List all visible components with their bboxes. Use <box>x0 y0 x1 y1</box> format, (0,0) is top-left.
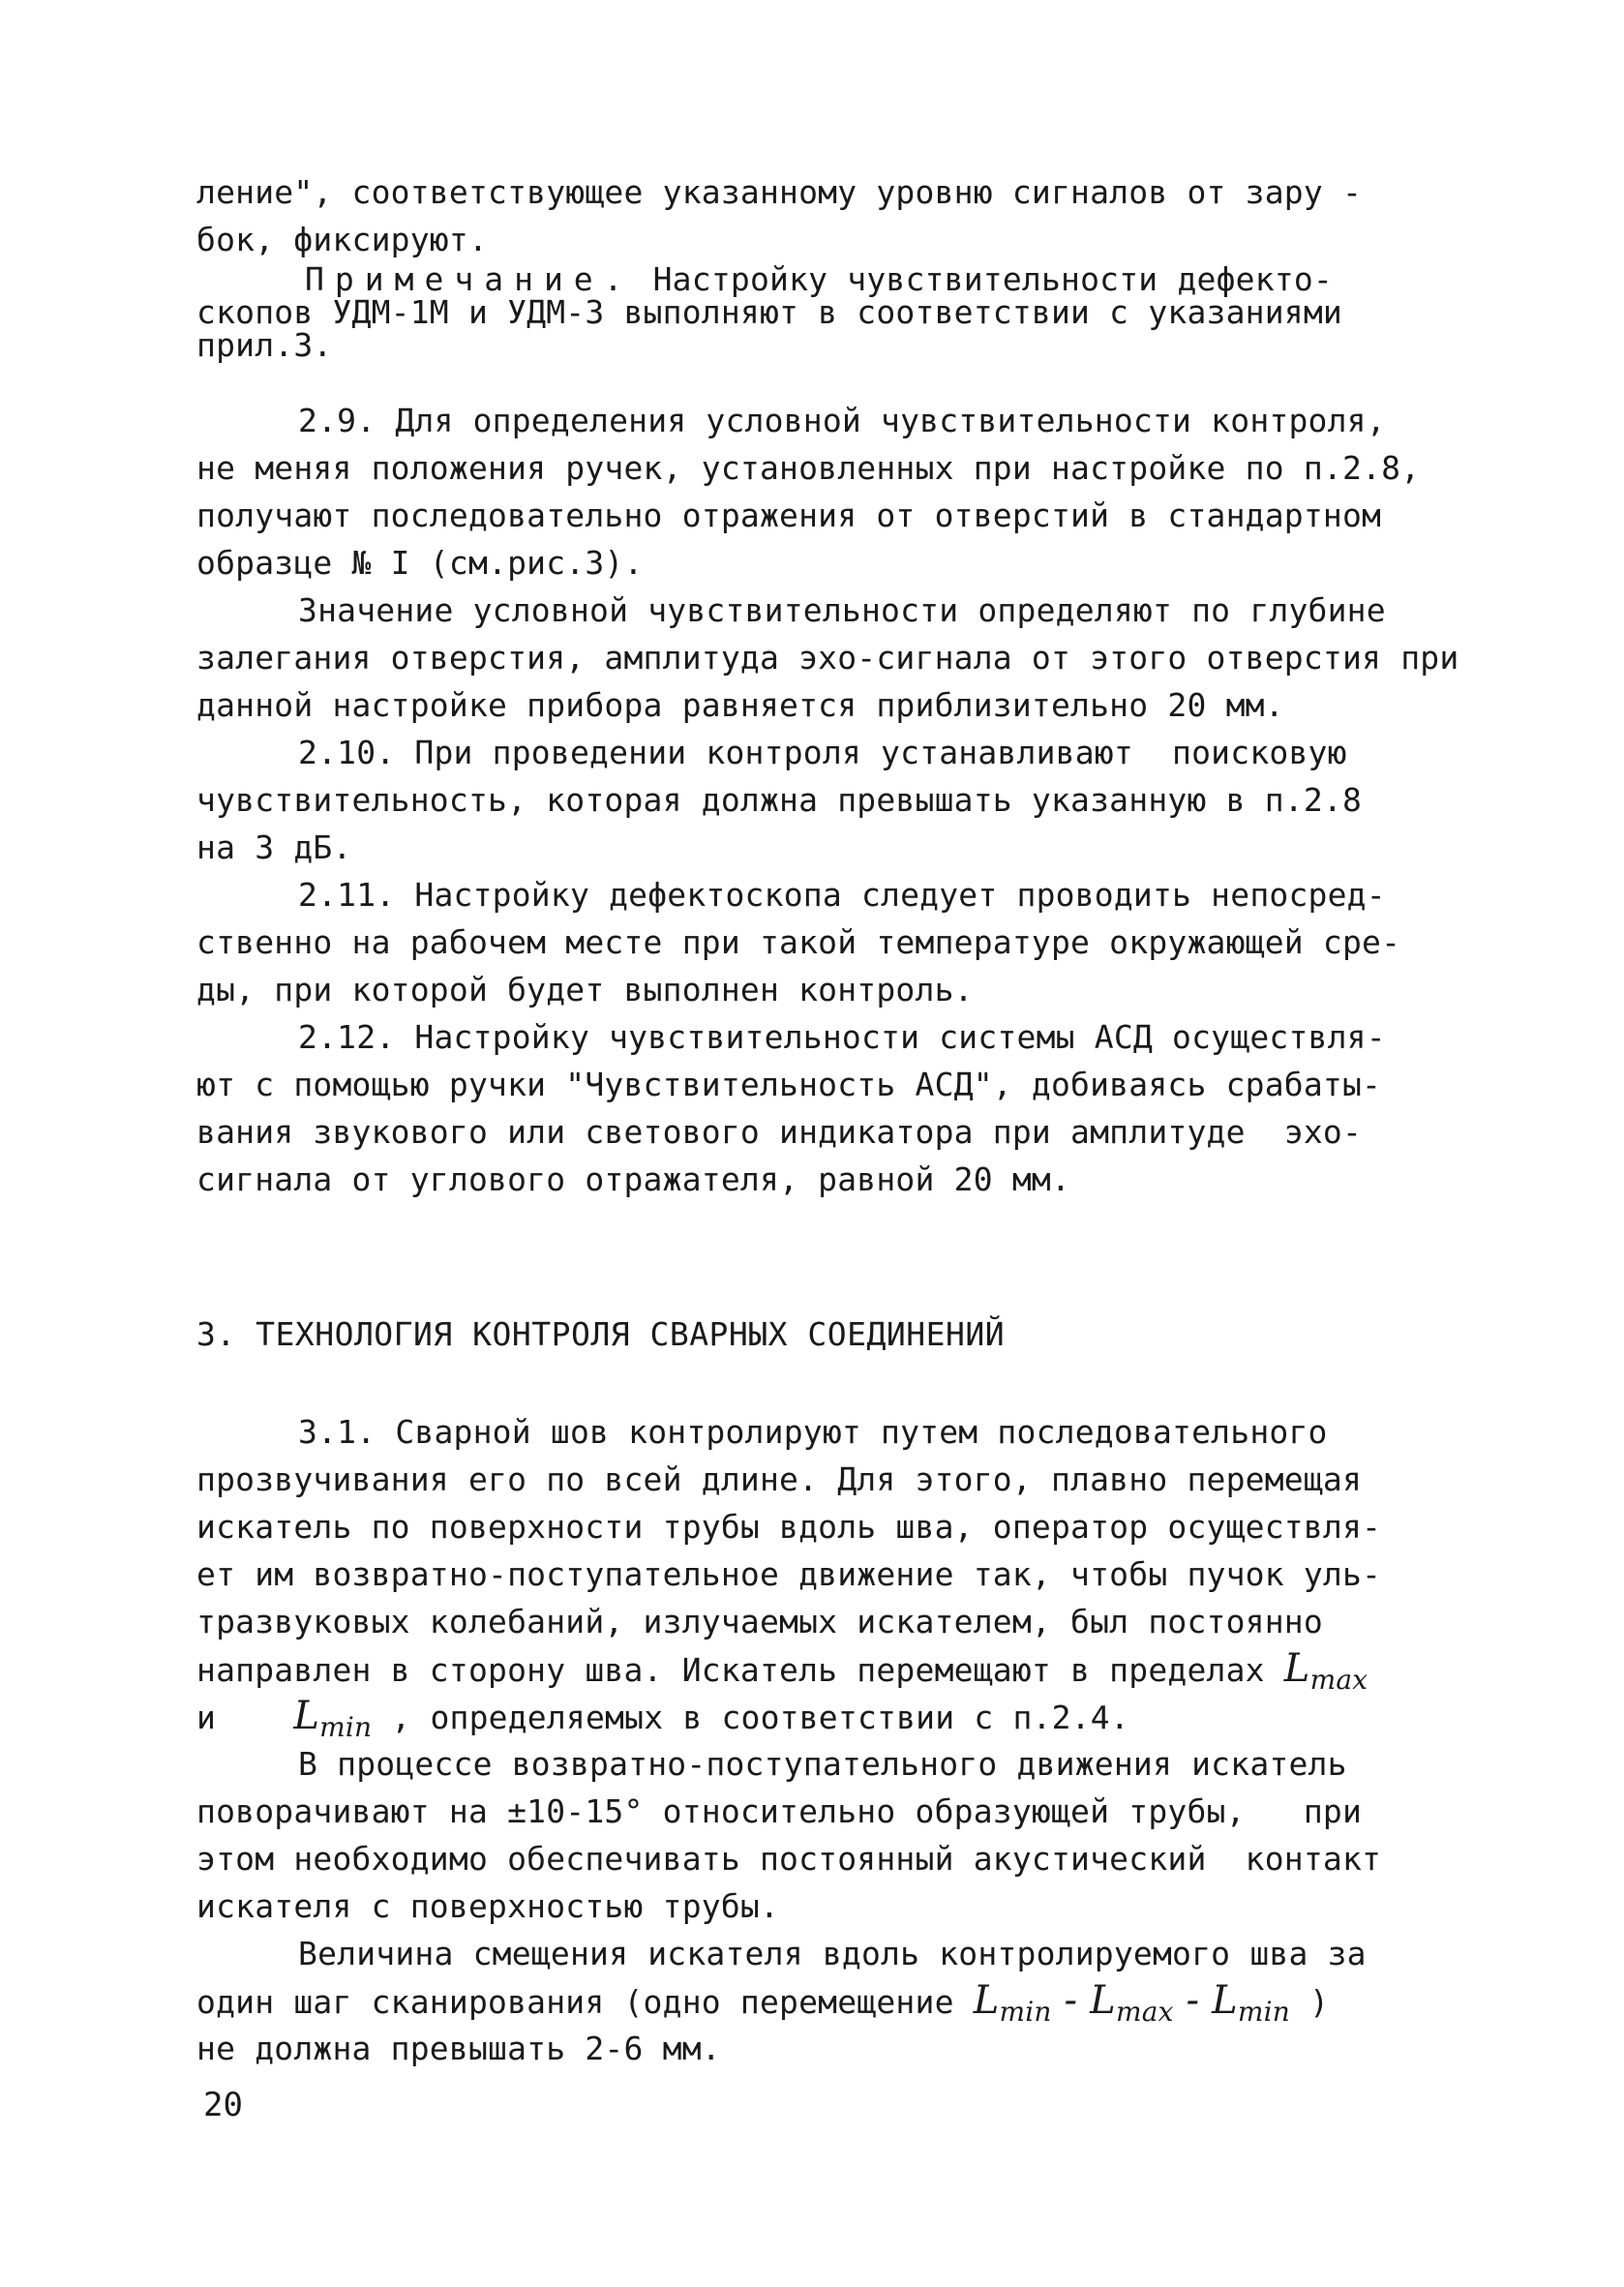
text-line: 2.10. При проведении контроля устанавливают поисковую <box>298 734 1347 771</box>
text-line: образце № I (см.рис.3). <box>196 544 644 582</box>
text-line: вания звукового или светового индикатора при амплитуде эхо- <box>196 1113 1363 1151</box>
math-symbol: L <box>973 1978 1000 2023</box>
text-line: ет им возвратно-поступательное движение так, чтобы пучок уль- <box>196 1555 1382 1593</box>
text-line: В процессе возвратно-поступательного движения искатель <box>298 1745 1347 1783</box>
text-line: не должна превышать 2-6 мм. <box>196 2030 721 2067</box>
note-block <box>196 260 1474 364</box>
text-line: искатель по поверхности трубы вдоль шва, оператор осуществля- <box>196 1508 1382 1546</box>
text-line: ление", соответствующее указанному уровню сигналов от зару - <box>196 173 1363 211</box>
text-line: чувствительность, которая должна превышать указанную в п.2.8 <box>196 781 1363 819</box>
text-line: залегания отверстия, амплитуда эхо-сигнала от этого отверстия при <box>196 639 1459 677</box>
text-line: искателя с поверхностью трубы. <box>196 1887 780 1925</box>
text-segment: направлен в сторону шва. Искатель перемещают в пределах <box>196 1651 1284 1689</box>
text-segment: один шаг сканирования (одно перемещение <box>196 1983 974 2021</box>
section-heading: 3. ТЕХНОЛОГИЯ КОНТРОЛЯ СВАРНЫХ СОЕДИНЕНИЙ <box>196 1315 1006 1353</box>
text-line: Величина смещения искателя вдоль контролируемого шва за <box>298 1935 1367 1972</box>
text-line-with-formula <box>196 1645 1474 1696</box>
note-text: Настройку чувствительности дефекто- <box>633 260 1333 298</box>
math-symbol: L <box>1283 1646 1310 1691</box>
text-line: не меняя положения ручек, установленных при настройке по п.2.8, <box>196 449 1421 487</box>
math-subscript: min <box>319 1711 373 1743</box>
text-line: на 3 дБ. <box>196 828 352 866</box>
math-operator: - <box>1173 1978 1213 2023</box>
formula-l-max <box>1283 1646 1368 1696</box>
paragraph-2-10 <box>196 729 1474 871</box>
math-subscript: min <box>1237 1996 1291 2028</box>
note-line: прил.3. <box>196 326 333 364</box>
formula-l-min <box>293 1694 373 1743</box>
note-label: Примечание. <box>305 260 634 298</box>
text-line: этом необходимо обеспечивать постоянный акустический контакт <box>196 1840 1382 1878</box>
paragraph-3-1 <box>196 1408 1474 2072</box>
text-line: получают последовательно отражения от отверстий в стандартном <box>196 497 1382 534</box>
text-segment: и <box>196 1699 294 1736</box>
text-line: поворачивают на ±10-15° относительно образующей трубы, при <box>196 1792 1363 1830</box>
note-line: скопов УДМ-1М и УДМ-3 выполняют в соответствии с указаниями <box>196 293 1342 331</box>
text-line: прозвучивания его по всей длине. Для этого, плавно перемещая <box>196 1460 1363 1498</box>
math-symbol: L <box>293 1694 320 1738</box>
formula-scan-step <box>973 1978 1291 2028</box>
intro-block <box>196 168 1474 263</box>
paragraph-2-9 <box>196 397 1474 729</box>
text-line: тразвуковых колебаний, излучаемых искателем, был постоянно <box>196 1603 1323 1640</box>
paragraph-2-12 <box>196 1013 1474 1203</box>
note-line <box>196 260 1474 298</box>
math-subscript: max <box>1309 1664 1368 1696</box>
text-line: сигнала от углового отражателя, равной 20 мм. <box>196 1160 1071 1198</box>
math-operator: - <box>1051 1978 1091 2023</box>
text-line-with-formula <box>196 1977 1474 2028</box>
text-line: бок, фиксируют. <box>196 221 489 258</box>
math-symbol: L <box>1090 1978 1116 2023</box>
text-line: ственно на рабочем месте при такой температуре окружающей сре- <box>196 923 1401 961</box>
math-subscript: max <box>1115 1996 1174 2028</box>
math-subscript: min <box>999 1996 1052 2028</box>
math-symbol: L <box>1212 1978 1238 2023</box>
text-line: 2.11. Настройку дефектоскопа следует проводить непосред- <box>298 876 1386 914</box>
text-segment: ) <box>1290 1983 1330 2021</box>
paragraph-2-11 <box>196 871 1474 1013</box>
text-line: ды, при которой будет выполнен контроль. <box>196 971 974 1008</box>
text-line: данной настройке прибора равняется приблизительно 20 мм. <box>196 686 1284 724</box>
text-line-with-formula <box>196 1693 1474 1743</box>
text-line: Значение условной чувствительности определяют по глубине <box>298 591 1386 629</box>
text-line: 2.9. Для определения условной чувствительности контроля, <box>298 402 1386 439</box>
text-line: ют с помощью ручки "Чувствительность АСД", добиваясь срабаты- <box>196 1066 1382 1103</box>
text-segment: , определяемых в соответствии с п.2.4. <box>372 1699 1129 1736</box>
text-line: 3.1. Сварной шов контролируют путем последовательного <box>298 1413 1328 1451</box>
page-number: 20 <box>203 2086 243 2124</box>
text-line: 2.12. Настройку чувствительности системы АСД осуществля- <box>298 1018 1386 1056</box>
